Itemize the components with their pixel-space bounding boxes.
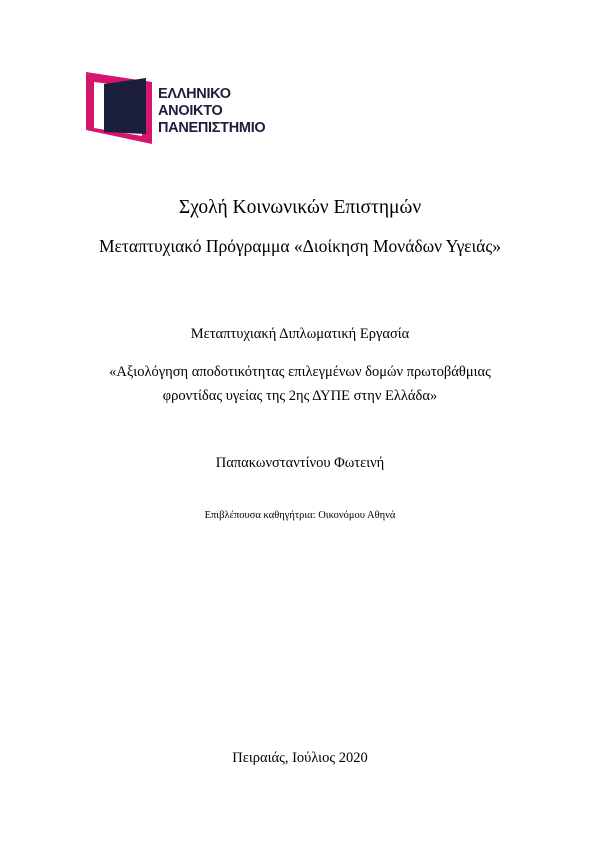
university-name bbox=[158, 86, 265, 137]
book-icon bbox=[86, 72, 156, 144]
thesis-type: Μεταπτυχιακή Διπλωματική Εργασία bbox=[190, 326, 410, 342]
school-name: Σχολή Κοινωνικών Επιστημών bbox=[178, 197, 422, 218]
logo-line-1: ΕΛΛΗΝΙΚΟ bbox=[158, 86, 231, 102]
logo-line-3: ΠΑΝΕΠΙΣΤΗΜΙΟ bbox=[158, 120, 266, 136]
supervisor: Επιβλέπουσα καθηγήτρια: Οικονόμου Αθηνά bbox=[204, 510, 396, 521]
place-date: Πειραιάς, Ιούλιος 2020 bbox=[232, 750, 368, 766]
university-logo bbox=[86, 72, 286, 144]
thesis-title-line-1: «Αξιολόγηση αποδοτικότητας επιλεγμένων δομών πρωτοβάθμιας bbox=[109, 364, 491, 380]
thesis-title-line-2: φροντίδας υγείας της 2ης ΔΥΠΕ στην Ελλάδα» bbox=[162, 388, 438, 404]
author-name: Παπακωνσταντίνου Φωτεινή bbox=[215, 455, 385, 471]
program-name: Μεταπτυχιακό Πρόγραμμα «Διοίκηση Μονάδων Υγειάς» bbox=[98, 236, 501, 256]
logo-line-2: ΑΝΟΙΚΤΟ bbox=[158, 103, 223, 119]
